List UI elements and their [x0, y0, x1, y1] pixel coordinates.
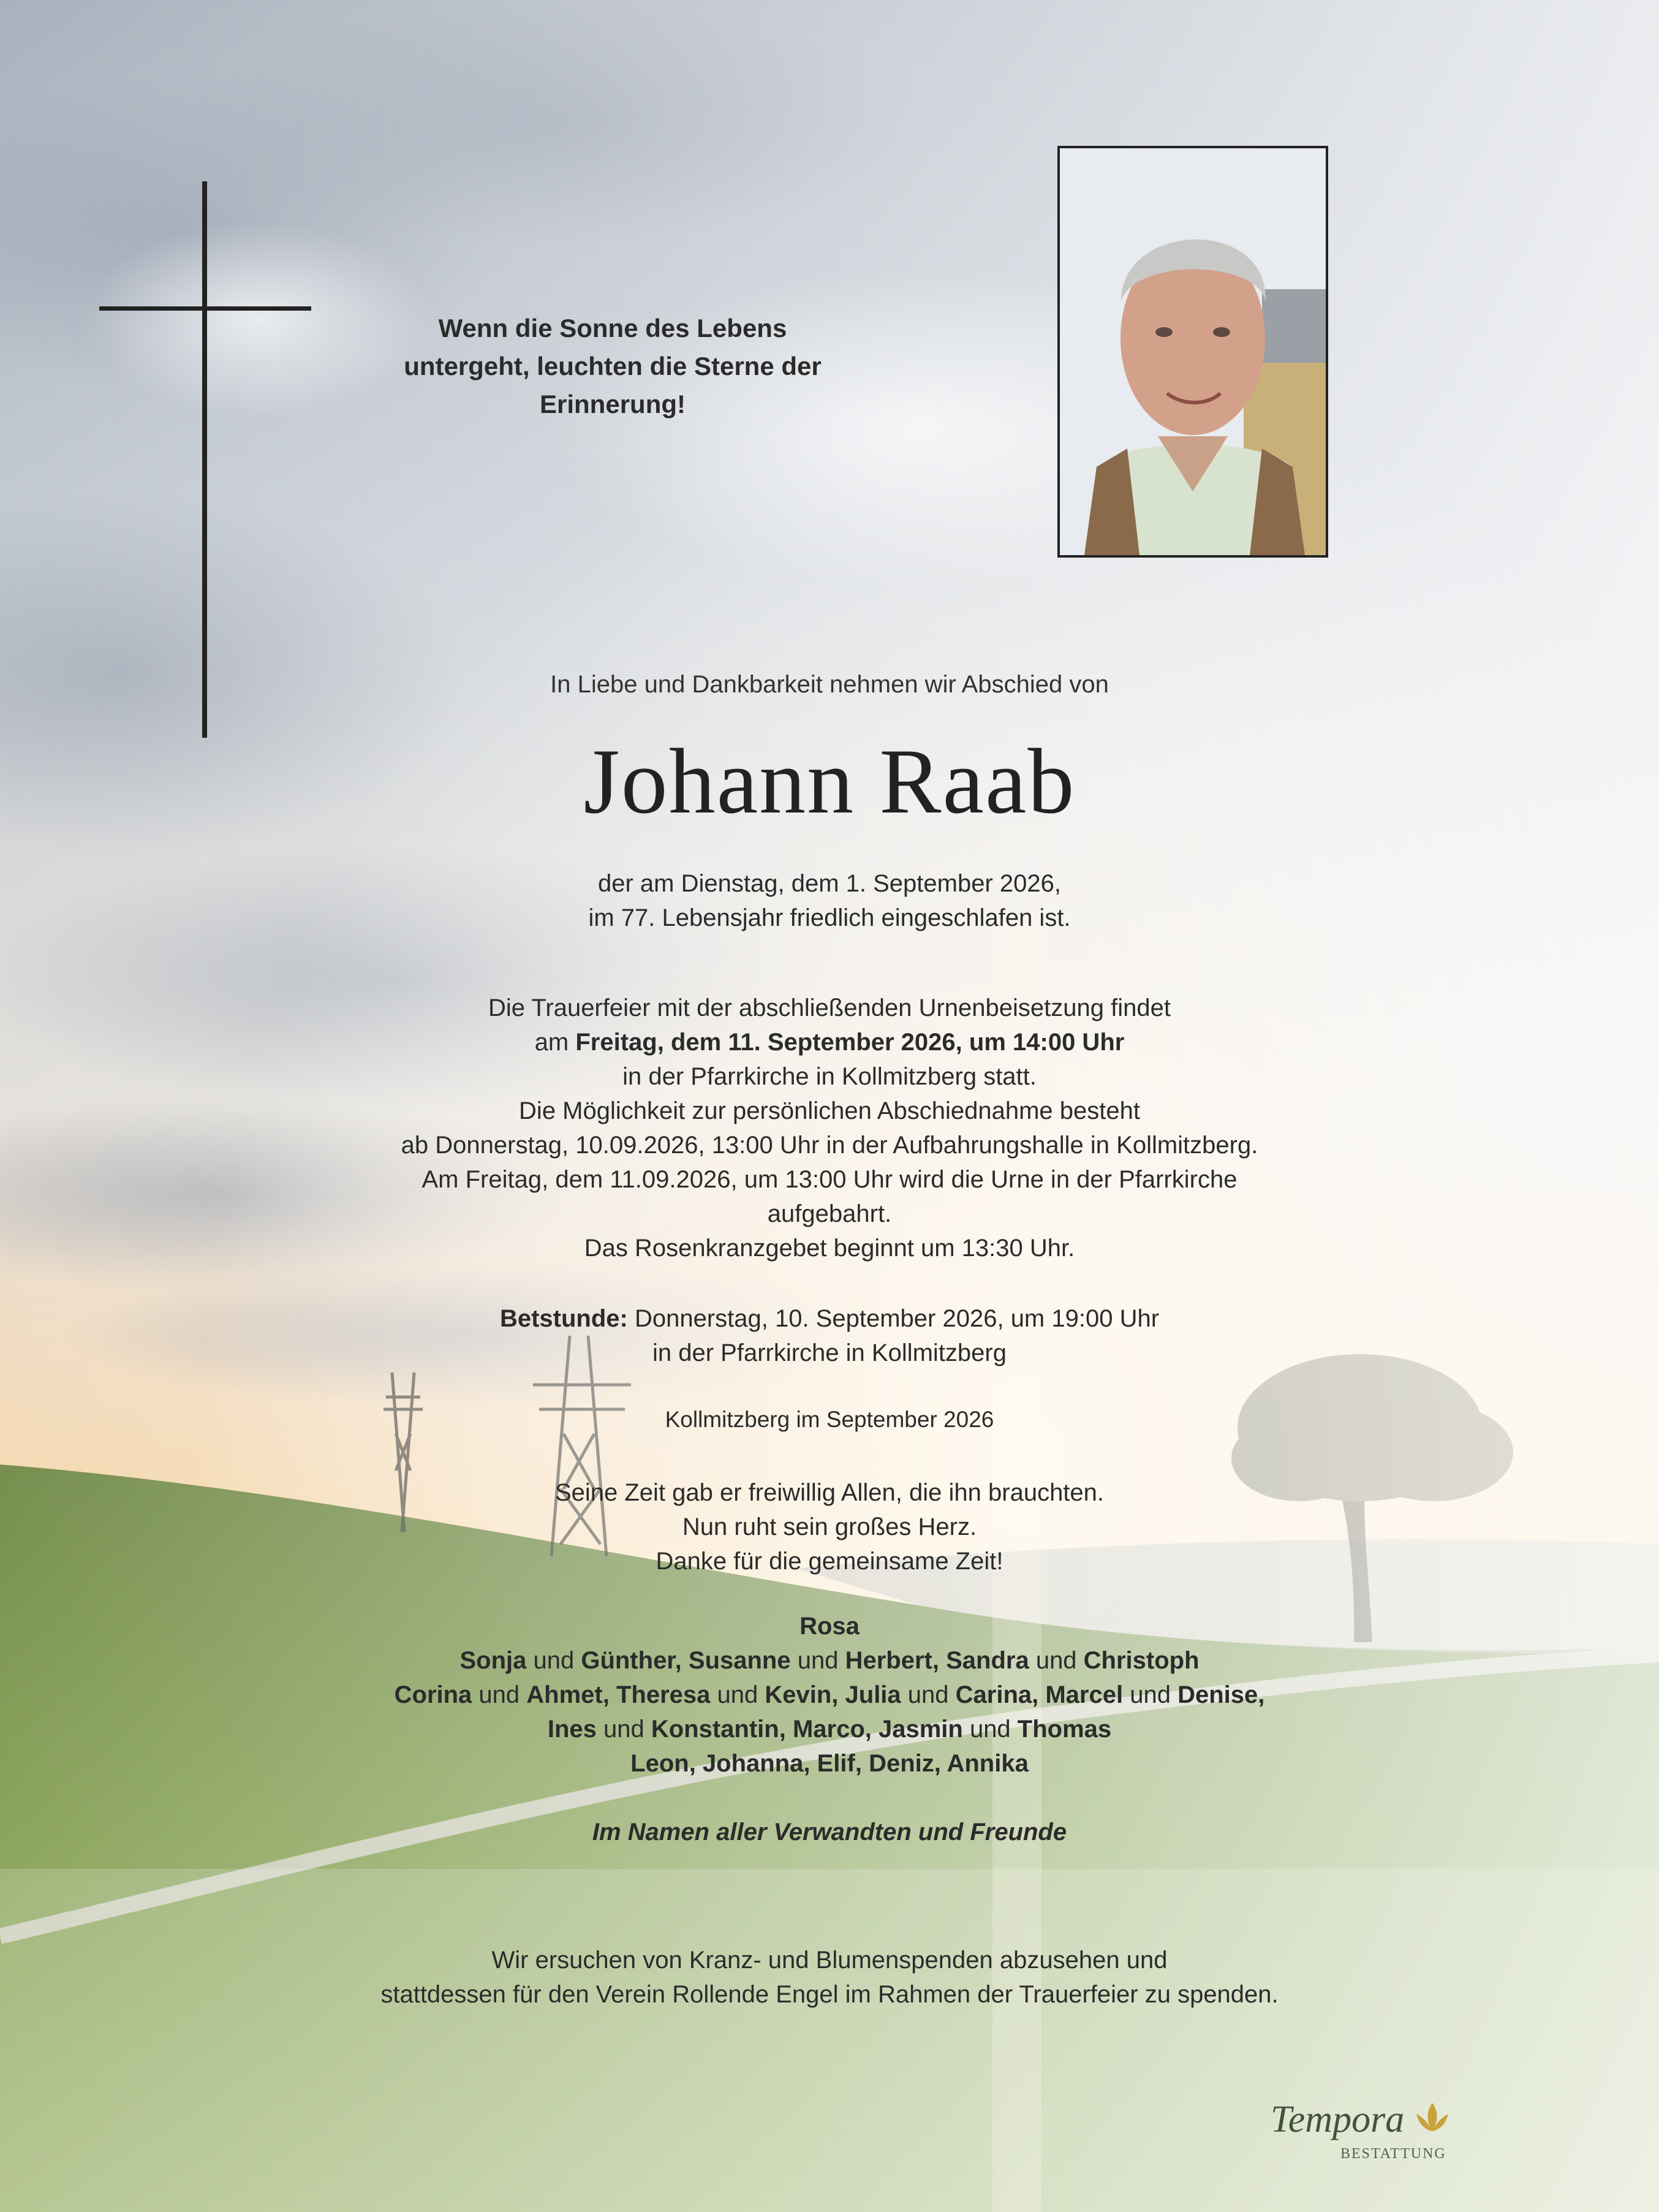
- mourner-name: Herbert, Sandra: [845, 1647, 1029, 1674]
- mourner-connector: und: [526, 1647, 581, 1674]
- death-line: im 77. Lebensjahr friedlich eingeschlafen ist.: [588, 904, 1071, 931]
- mourners-row: [0, 1746, 1659, 1781]
- ceremony-details: [0, 991, 1659, 1265]
- donation-line: Wir ersuchen von Kranz- und Blumenspenden abzusehen und: [491, 1947, 1168, 1974]
- mourner-name: Ahmet, Theresa: [526, 1681, 711, 1708]
- mourner-connector: und: [790, 1647, 845, 1674]
- donation-request: [0, 1943, 1659, 2012]
- mourners-row: [0, 1643, 1659, 1678]
- betstunde-label: Betstunde:: [499, 1305, 628, 1332]
- betstunde-place: in der Pfarrkirche in Kollmitzberg: [652, 1339, 1007, 1366]
- lotus-icon: [1413, 2100, 1452, 2137]
- mourner-name: Rosa: [799, 1613, 860, 1640]
- logo-subtitle: BESTATTUNG: [1340, 2146, 1446, 2162]
- mourner-name: Denise,: [1177, 1681, 1265, 1708]
- memorial-quote: Wenn die Sonne des Lebens untergeht, leuchten die Sterne der Erinnerung!: [404, 314, 822, 419]
- poem-line: Nun ruht sein großes Herz.: [682, 1513, 977, 1540]
- mourner-connector: und: [901, 1681, 956, 1708]
- mourners-row: [0, 1712, 1659, 1746]
- place-date: Kollmitzberg im September 2026: [665, 1407, 994, 1432]
- mourner-name: Thomas: [1017, 1716, 1112, 1743]
- mourner-connector: und: [962, 1716, 1018, 1743]
- mourners-list: [0, 1609, 1659, 1781]
- mourner-name: Leon, Johanna, Elif, Deniz, Annika: [630, 1750, 1029, 1777]
- mourner-connector: und: [1029, 1647, 1084, 1674]
- ceremony-date-prefix: am: [534, 1029, 576, 1056]
- mourner-connector: und: [1123, 1681, 1178, 1708]
- death-notice: [0, 866, 1659, 935]
- mourner-name: Ines: [547, 1716, 597, 1743]
- mourners-row: [0, 1678, 1659, 1712]
- donation-line: stattdessen für den Verein Rollende Engel im Rahmen der Trauerfeier zu spenden.: [380, 1981, 1279, 2008]
- mourner-name: Kevin, Julia: [765, 1681, 901, 1708]
- mourner-name: Christoph: [1083, 1647, 1200, 1674]
- portrait-photo: [1057, 146, 1328, 558]
- betstunde-line: [0, 1301, 1659, 1336]
- mourners-row: [0, 1609, 1659, 1643]
- tempora-logo: [1262, 2094, 1464, 2168]
- poem-line: Danke für die gemeinsame Zeit!: [656, 1548, 1003, 1575]
- betstunde-text: Donnerstag, 10. September 2026, um 19:00 Uhr: [627, 1305, 1160, 1332]
- mourner-name: Sonja: [459, 1647, 527, 1674]
- death-line: der am Dienstag, dem 1. September 2026,: [598, 870, 1061, 897]
- mourner-name: Corina: [394, 1681, 472, 1708]
- mourner-name: Konstantin, Marco, Jasmin: [651, 1716, 963, 1743]
- ceremony-line: Die Möglichkeit zur persönlichen Abschiednahme besteht: [519, 1097, 1140, 1124]
- ceremony-line: aufgebahrt.: [767, 1200, 892, 1227]
- betstunde-details: [0, 1301, 1659, 1370]
- ceremony-date: Freitag, dem 11. September 2026, um 14:00 Uhr: [575, 1029, 1125, 1056]
- ceremony-line: Die Trauerfeier mit der abschließenden Urnenbeisetzung findet: [488, 994, 1171, 1021]
- poem: [0, 1475, 1659, 1578]
- poem-line: Seine Zeit gab er freiwillig Allen, die ihn brauchten.: [554, 1479, 1105, 1506]
- mourner-connector: und: [596, 1716, 651, 1743]
- logo-wordmark: Tempora: [1271, 2099, 1405, 2140]
- cross-vertical-bar: [202, 181, 207, 738]
- ceremony-line: Das Rosenkranzgebet beginnt um 13:30 Uhr.: [584, 1235, 1075, 1262]
- signoff: Im Namen aller Verwandten und Freunde: [592, 1819, 1067, 1846]
- ceremony-date-line: [0, 1025, 1659, 1059]
- mourner-connector: und: [710, 1681, 765, 1708]
- cross-horizontal-bar: [99, 306, 311, 311]
- mourner-connector: und: [472, 1681, 527, 1708]
- mourner-name: Günther, Susanne: [581, 1647, 791, 1674]
- deceased-name: Johann Raab: [583, 730, 1076, 833]
- mourner-name: Carina, Marcel: [955, 1681, 1124, 1708]
- ceremony-line: Am Freitag, dem 11.09.2026, um 13:00 Uhr wird die Urne in der Pfarrkirche: [421, 1166, 1238, 1193]
- ceremony-line: in der Pfarrkirche in Kollmitzberg statt.: [622, 1063, 1037, 1090]
- ceremony-line: ab Donnerstag, 10.09.2026, 13:00 Uhr in der Aufbahrungshalle in Kollmitzberg.: [401, 1132, 1258, 1159]
- farewell-intro: In Liebe und Dankbarkeit nehmen wir Abschied von: [550, 671, 1109, 698]
